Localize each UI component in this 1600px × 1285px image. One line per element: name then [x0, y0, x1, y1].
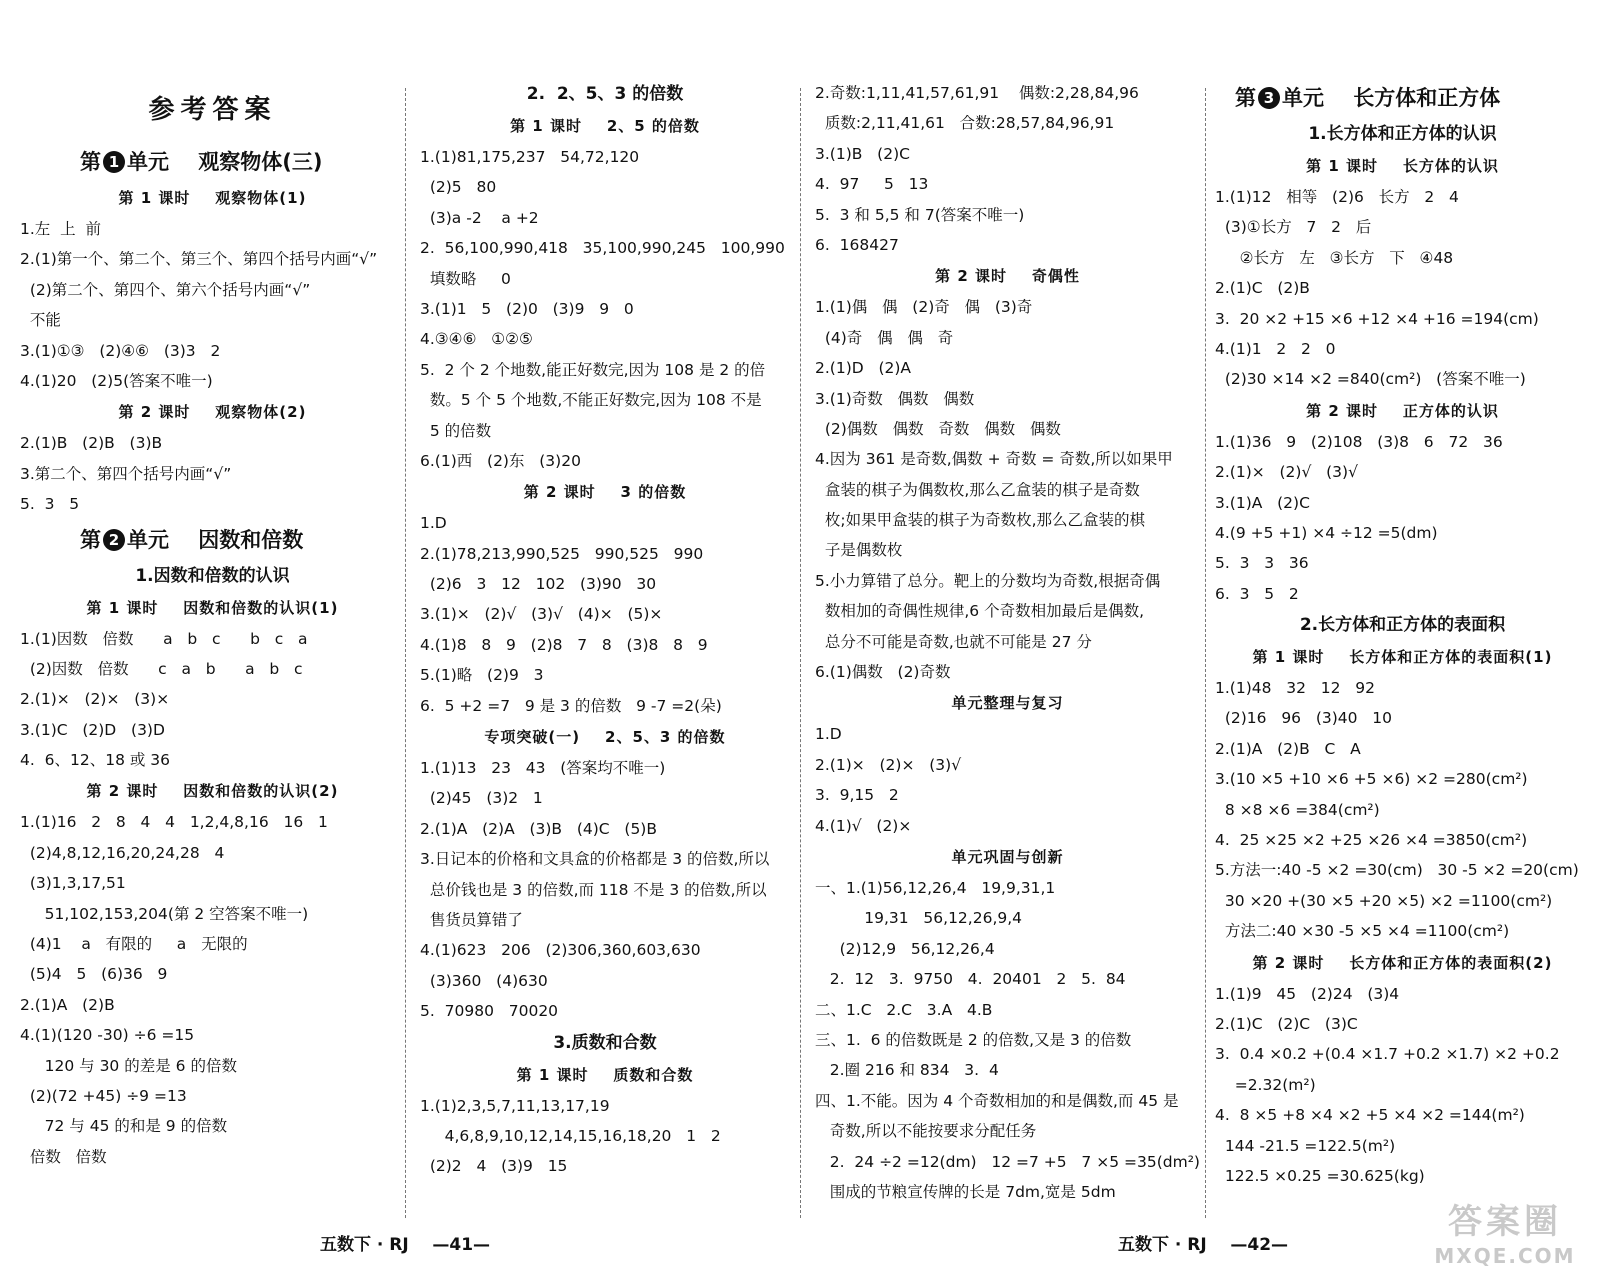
answer-line: (3)a -2 a +2 — [420, 208, 539, 227]
answer-line: (3)①长方 7 2 后 — [1215, 218, 1372, 237]
answer-line: (3)1,3,17,51 — [20, 874, 126, 893]
column-4 — [1215, 78, 1590, 1218]
section-heading: 2. 2、5、3 的倍数 — [526, 84, 684, 104]
column-divider — [405, 88, 406, 1218]
answer-line: 30 ×20 +(30 ×5 +20 ×5) ×2 =1100(cm²) — [1215, 891, 1553, 910]
answer-line: 6. 5 +2 =7 9 是 3 的倍数 9 -7 =2(朵) — [420, 696, 722, 715]
lesson-heading: 第 1 课时 长方体的认识 — [1306, 157, 1499, 175]
answer-line: 2.奇数:1,11,41,57,61,91 偶数:2,28,84,96 — [815, 84, 1139, 102]
answer-line: 1.(1)48 32 12 92 — [1215, 679, 1375, 698]
answer-line: 1.(1)因数 倍数 a b c b c a — [20, 629, 308, 648]
answer-line: 围成的节粮宣传牌的长是 7dm,宽是 5dm — [815, 1182, 1116, 1201]
answer-line: 1.(1)16 2 8 4 4 1,2,4,8,16 16 1 — [20, 813, 328, 832]
answer-line: 5. 2 个 2 个地数,能正好数完,因为 108 是 2 的倍 — [420, 360, 766, 379]
answer-line: 1.(1)2,3,5,7,11,13,17,19 — [420, 1096, 610, 1115]
answer-line: 5. 70980 70020 — [420, 1002, 559, 1021]
answer-line: 2. 12 3. 9750 4. 20401 2 5. 84 — [815, 970, 1126, 989]
answer-line: 4.(1)√ (2)× — [815, 816, 912, 835]
answer-line: 5.方法一:40 -5 ×2 =30(cm) 30 -5 ×2 =20(cm) — [1215, 861, 1579, 880]
page-footer-right: 五数下 · RJ —42— — [1118, 1235, 1289, 1255]
answer-line: 盒装的棋子为偶数枚,那么乙盒装的棋子是奇数 — [815, 480, 1140, 499]
answer-line: 3.(1)1 5 (2)0 (3)9 9 0 — [420, 299, 634, 318]
answer-line: 5. 3 5 — [20, 495, 80, 514]
answer-line: 2.(1)D (2)A — [815, 359, 912, 378]
answer-line: 4. 25 ×25 ×2 +25 ×26 ×4 =3850(cm²) — [1215, 831, 1528, 850]
answer-line: 3.(1)× (2)√ (3)√ (4)× (5)× — [420, 605, 663, 624]
lesson-heading: 第 2 课时 正方体的认识 — [1306, 401, 1499, 420]
answer-line: 2.(1)× (2)√ (3)√ — [1215, 463, 1358, 482]
answer-line: 4.(1)(120 -30) ÷6 =15 — [20, 1026, 195, 1045]
answer-line: (2)偶数 偶数 奇数 偶数 偶数 — [815, 419, 1061, 438]
answer-line: 2. 24 ÷2 =12(dm) 12 =7 +5 7 ×5 =35(dm²) — [815, 1152, 1200, 1171]
answer-line: (2)12,9 56,12,26,4 — [815, 939, 995, 958]
column-1 — [20, 78, 405, 1218]
answer-list — [815, 719, 1200, 841]
answer-line: 1.(1)81,175,237 54,72,120 — [420, 148, 640, 166]
answer-line: 4.(1)20 (2)5(答案不唯一) — [20, 371, 213, 390]
answer-line: 3. 9,15 2 — [815, 786, 899, 805]
lesson-heading: 第 1 课时 因数和倍数的认识(1) — [86, 598, 339, 617]
answer-line: 2.(1)C (2)C (3)C — [1215, 1014, 1358, 1033]
answer-line: 二、1.C 2.C 3.A 4.B — [815, 1000, 993, 1019]
unit-number-badge: 1 — [103, 151, 125, 173]
answer-line: 1.(1)13 23 43 (答案均不唯一) — [420, 759, 666, 778]
answer-line: 1.(1)偶 偶 (2)奇 偶 (3)奇 — [815, 298, 1033, 317]
answer-line: 4.③④⑥ ①②⑤ — [420, 330, 533, 349]
answer-line: 51,102,153,204(第 2 空答案不唯一) — [20, 904, 309, 923]
answer-line: 5. 3 3 36 — [1215, 554, 1309, 573]
answer-list — [815, 873, 1200, 1207]
answer-list — [20, 214, 405, 396]
column-3 — [815, 78, 1200, 1218]
answer-line: 2.(1)B (2)B (3)B — [20, 434, 163, 453]
answer-line: 3.(1)A (2)C — [1215, 493, 1310, 512]
answer-line: 4. 6、12、18 或 36 — [20, 751, 171, 770]
answer-line: (2)因数 倍数 c a b a b c — [20, 659, 303, 678]
answer-line: 4.因为 361 是奇数,偶数 + 奇数 = 奇数,所以如果甲 — [815, 450, 1173, 469]
answer-line: 122.5 ×0.25 =30.625(kg) — [1215, 1166, 1425, 1185]
answer-line: 6. 168427 — [815, 235, 899, 254]
consolidation-heading: 单元巩固与创新 — [951, 847, 1064, 866]
answer-line: 3.第二个、第四个括号内画“√” — [20, 464, 232, 483]
answer-line: 3.(1)B (2)C — [815, 144, 910, 163]
answer-line: 5 的倍数 — [420, 421, 492, 440]
answer-line: (2)30 ×14 ×2 =840(cm²) (答案不唯一) — [1215, 370, 1526, 389]
answer-line: 6.(1)西 (2)东 (3)20 — [420, 451, 581, 470]
answer-list — [20, 807, 405, 1172]
answer-line: 1.D — [815, 725, 842, 744]
answer-line: 5.(1)略 (2)9 3 — [420, 666, 544, 685]
answer-line: 2.(1)A (2)B — [20, 995, 115, 1014]
answer-line: 6.(1)偶数 (2)奇数 — [815, 663, 951, 682]
answer-list — [420, 1091, 790, 1182]
section-heading: 3.质数和合数 — [553, 1032, 657, 1053]
answer-line: 售货员算错了 — [420, 910, 523, 929]
answer-line: 2.圈 216 和 834 3. 4 — [815, 1061, 999, 1080]
answer-line: 4. 97 5 13 — [815, 175, 929, 194]
answer-line: 6. 3 5 2 — [1215, 584, 1299, 603]
answer-line: 质数:2,11,41,61 合数:28,57,84,96,91 — [815, 114, 1115, 133]
answer-list — [1215, 427, 1590, 609]
answer-list — [1215, 182, 1590, 395]
answer-list — [420, 508, 790, 721]
answer-line: 倍数 倍数 — [20, 1147, 107, 1166]
answer-line: (2)45 (3)2 1 — [420, 789, 543, 808]
answer-list — [20, 428, 405, 519]
lesson-heading: 第 1 课时 2、5 的倍数 — [510, 117, 700, 135]
lesson-heading: 第 2 课时 因数和倍数的认识(2) — [86, 782, 339, 801]
answer-list — [1215, 979, 1590, 1192]
answer-line: 2.(1)× (2)× (3)√ — [815, 755, 962, 774]
answer-line: (5)4 5 (6)36 9 — [20, 965, 168, 984]
unit-3-heading: 第 3 单元 长方体和正方体 — [1235, 86, 1501, 110]
answer-line: 5.小力算错了总分。靶上的分数均为奇数,根据奇偶 — [815, 571, 1161, 590]
answer-line: 枚;如果甲盒装的棋子为奇数枚,那么乙盒装的棋 — [815, 511, 1146, 530]
watermark-logo: 答案圈 MXQE.COM — [1434, 1202, 1576, 1268]
page-title: 参考答案 — [148, 95, 277, 125]
answer-line: 不能 — [20, 311, 61, 330]
answer-line: 数。5 个 5 个地数,不能正好数完,因为 108 不是 — [420, 391, 762, 410]
answer-line: 2.(1)C (2)B — [1215, 279, 1310, 298]
answer-line: (2)2 4 (3)9 15 — [420, 1157, 568, 1176]
answer-line: 3.(1)奇数 偶数 偶数 — [815, 389, 975, 408]
lesson-heading: 第 1 课时 质数和合数 — [516, 1065, 694, 1084]
unit-2-heading: 第 2 单元 因数和倍数 — [80, 527, 304, 552]
answer-line: 2.(1)× (2)× (3)× — [20, 690, 170, 709]
answer-line: 3.(10 ×5 +10 ×6 +5 ×6) ×2 =280(cm²) — [1215, 770, 1528, 789]
answer-line: 72 与 45 的和是 9 的倍数 — [20, 1117, 228, 1136]
column-divider — [1205, 88, 1206, 1218]
answer-line: 三、1. 6 的倍数既是 2 的倍数,又是 3 的倍数 — [815, 1030, 1132, 1049]
answer-list — [420, 753, 790, 1027]
answer-line: (2)5 80 — [420, 178, 497, 197]
answer-line: 方法二:40 ×30 -5 ×5 ×4 =1100(cm²) — [1215, 922, 1510, 941]
answer-line: 2. 56,100,990,418 35,100,990,245 100,990 — [420, 239, 785, 258]
answer-line: 4. 8 ×5 +8 ×4 ×2 +5 ×4 ×2 =144(m²) — [1215, 1106, 1525, 1125]
answer-line: 5. 3 和 5,5 和 7(答案不唯一) — [815, 205, 1025, 224]
column-divider — [800, 88, 801, 1218]
unit-1-heading: 第 1 单元 观察物体(三) — [80, 150, 323, 174]
answer-line: (4)奇 偶 偶 奇 — [815, 328, 954, 347]
answer-line: (2)6 3 12 102 (3)90 30 — [420, 575, 657, 594]
special-heading: 专项突破(一) 2、5、3 的倍数 — [484, 728, 726, 747]
column-2 — [420, 78, 790, 1218]
unit-number-badge: 2 — [103, 529, 125, 551]
answer-line: 1.(1)12 相等 (2)6 长方 2 4 — [1215, 188, 1459, 206]
answer-line: 144 -21.5 =122.5(m²) — [1215, 1136, 1396, 1155]
answer-line: 3.(1)C (2)D (3)D — [20, 720, 165, 739]
answer-line: 总分不可能是奇数,也就不可能是 27 分 — [815, 632, 1092, 651]
answer-line: =2.32(m²) — [1215, 1075, 1316, 1094]
answer-line: 3. 0.4 ×0.2 +(0.4 ×1.7 +0.2 ×1.7) ×2 +0.2 — [1215, 1045, 1560, 1064]
answer-line: 4,6,8,9,10,12,14,15,16,18,20 1 2 — [420, 1126, 721, 1145]
answer-list — [815, 292, 1200, 687]
answer-line: 1.D — [420, 514, 447, 533]
answer-line: 2.(1)78,213,990,525 990,525 990 — [420, 544, 704, 563]
answer-list — [20, 624, 405, 776]
answer-line: ②长方 左 ③长方 下 ④48 — [1215, 248, 1454, 267]
answer-line: 2.(1)A (2)B C A — [1215, 739, 1361, 758]
section-heading: 1.因数和倍数的认识 — [135, 565, 290, 586]
answer-line: 子是偶数枚 — [815, 541, 903, 560]
answer-list — [1215, 673, 1590, 947]
review-heading: 单元整理与复习 — [951, 694, 1064, 713]
answer-line: 数相加的奇偶性规律,6 个奇数相加最后是偶数, — [815, 602, 1144, 621]
answer-line: 120 与 30 的差是 6 的倍数 — [20, 1056, 237, 1075]
answer-line: 1.左 上 前 — [20, 220, 101, 238]
answer-line: 一、1.(1)56,12,26,4 19,9,31,1 — [815, 878, 1056, 897]
answer-line: (2)4,8,12,16,20,24,28 4 — [20, 843, 225, 862]
answer-line: (2)16 96 (3)40 10 — [1215, 709, 1393, 728]
page-footer-left: 五数下 · RJ —41— — [320, 1235, 491, 1255]
answer-line: 3.日记本的价格和文具盒的价格都是 3 的倍数,所以 — [420, 850, 770, 869]
answer-line: 奇数,所以不能按要求分配任务 — [815, 1122, 1037, 1141]
answer-list — [815, 78, 1200, 260]
answer-line: 1.(1)36 9 (2)108 (3)8 6 72 36 — [1215, 432, 1503, 451]
answer-line: (2)(72 +45) ÷9 =13 — [20, 1086, 187, 1105]
answer-line: 3. 20 ×2 +15 ×6 +12 ×4 +16 =194(cm) — [1215, 309, 1539, 328]
answer-line: 4.(9 +5 +1) ×4 ÷12 =5(dm) — [1215, 523, 1438, 542]
answer-line: 总价钱也是 3 的倍数,而 118 不是 3 的倍数,所以 — [420, 880, 767, 899]
unit-number-badge: 3 — [1258, 87, 1280, 109]
lesson-heading: 第 2 课时 长方体和正方体的表面积(2) — [1252, 953, 1553, 972]
answer-line: 4.(1)1 2 2 0 — [1215, 339, 1336, 358]
answer-line: 1.(1)9 45 (2)24 (3)4 — [1215, 984, 1400, 1003]
lesson-heading: 第 2 课时 奇偶性 — [935, 267, 1080, 286]
answer-line: (4)1 a 有限的 a 无限的 — [20, 935, 248, 954]
answer-line: 8 ×8 ×6 =384(cm²) — [1215, 800, 1380, 819]
answer-line: (2)第二个、第四个、第六个括号内画“√” — [20, 280, 311, 299]
answer-line: 3.(1)①③ (2)④⑥ (3)3 2 — [20, 341, 221, 360]
answer-line: 四、1.不能。因为 4 个奇数相加的和是偶数,而 45 是 — [815, 1091, 1179, 1110]
answer-line: 4.(1)623 206 (2)306,360,603,630 — [420, 941, 701, 960]
lesson-heading: 第 1 课时 长方体和正方体的表面积(1) — [1252, 648, 1553, 667]
section-heading: 1.长方体和正方体的认识 — [1308, 124, 1497, 144]
lesson-heading: 第 2 课时 3 的倍数 — [523, 483, 687, 502]
answer-list — [420, 142, 790, 476]
lesson-heading: 第 2 课时 观察物体(2) — [118, 403, 307, 422]
answer-line: (3)360 (4)630 — [420, 971, 548, 990]
answer-line: 4.(1)8 8 9 (2)8 7 8 (3)8 8 9 — [420, 635, 708, 654]
section-heading: 2.长方体和正方体的表面积 — [1299, 615, 1506, 636]
lesson-heading: 第 1 课时 观察物体(1) — [118, 189, 307, 207]
answer-line: 2.(1)A (2)A (3)B (4)C (5)B — [420, 819, 657, 838]
answer-line: 填数略 0 — [420, 269, 511, 288]
answer-line: 19,31 56,12,26,9,4 — [815, 909, 1023, 928]
answer-line: 2.(1)第一个、第二个、第三个、第四个括号内画“√” — [20, 250, 378, 269]
